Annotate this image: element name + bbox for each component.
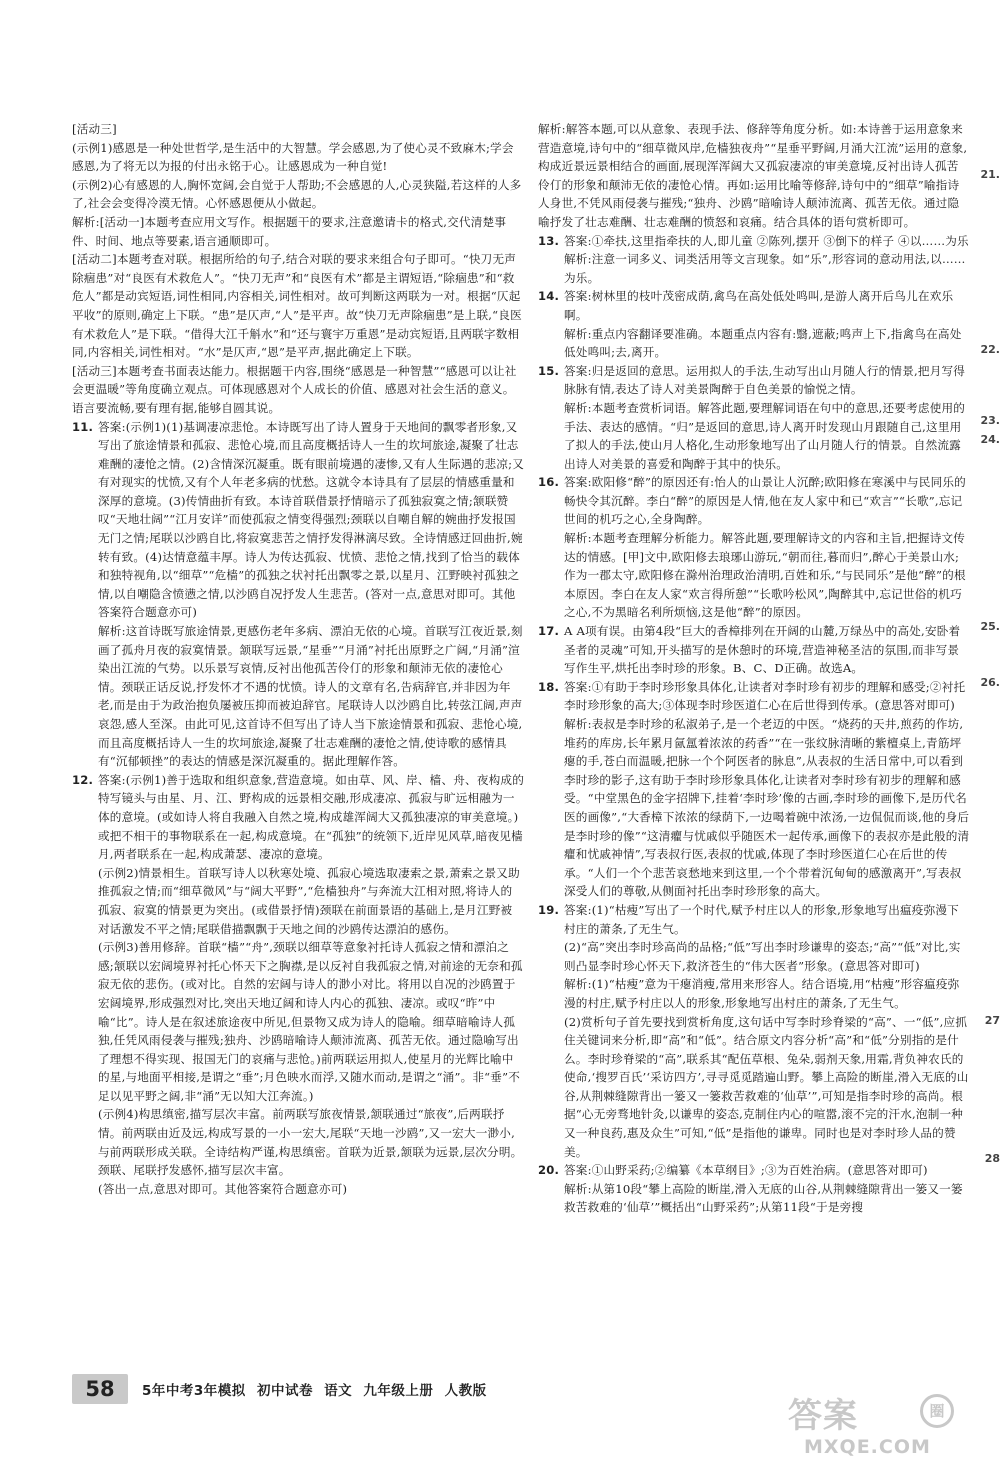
- question-15: [538, 362, 970, 474]
- edge-question-number: 24.: [980, 433, 1000, 446]
- question-number: 11.: [72, 419, 94, 434]
- q18-answer: 答案:①有助于李时珍形象具体化,让读者对李时珍有初步的理解和感受;②衬托李时珍形象的高大;③体现李时珍医道仁心在后世得到传承。(意思答对即可): [564, 679, 966, 713]
- q12-example-3: (示例3)善用修辞。首联“樯”“舟”,颈联以细草等意象衬托诗人孤寂之情和漂泊之感;颔联以宏阔境界衬托心怀天下之胸襟,是以反衬自我孤寂之情,对前途的无奈和孤寂无依的悲伤。(或对比。自然的宏阔与诗人的渺小对比。将用以自况的沙鸥置于宏阔境界,形成强烈对比,突出天地辽阔和诗人内心的孤独、凄凉。或叹“昨”中喻“比”。诗人是在叙述旅途夜中所见,但景物又成为诗人的隐喻。细草暗喻诗人孤独,任凭风雨侵袭与摧残;独舟、沙鸥暗喻诗人颠沛流离、孤苦无依。通过隐喻写出了理想不得实现、报国无门的哀痛与悲怆。)前两联运用拟人,使星月的光辉比喻中的星,与地面平相接,是谓之“垂”;月色映水而浮,又随水而动,是谓之“涌”。非“垂”不足以见平野之阔,非“涌”无以知大江奔流。): [98, 940, 523, 1103]
- question-20: [538, 1161, 970, 1217]
- question-number: 18.: [538, 679, 560, 694]
- q11-answer: 答案:(示例1)(1)基调凄凉悲怆。本诗既写出了诗人置身于天地间的飘零者形象,又写出了旅途情景和孤寂、悲怆心境,而且高度概括诗人一生的坎坷旅途,凝聚了壮志难酬的凄怆之情。(2)含情深沉凝重。既有眼前境遇的凄惨,又有人生际遇的悲凉;又有对现实的忧愤,又有个人年老多病的忧愁。这就令本诗具有了层层的情感重量和深厚的意境。(3)传情曲折有致。本诗首联借景抒情暗示了孤独寂寞之情;颔联赞叹“天地壮阔”“江月安详”而使孤寂之情变得强烈;颈联以自嘲自解的婉曲抒发报国无门之情;尾联以沙鸥自比,将寂寞悲苦之情抒发得淋漓尽致。全诗情感迂回曲折,婉转有致。(4)达情意蕴丰厚。诗人为传达孤寂、忧愤、悲怆之情,找到了恰当的载体和独特视角,以“细草”“危樯”的孤独之状衬托出飘零之景,以星月、江野映衬孤独之情,以自嘲隐含愤懑之情,以沙鸥自况抒发人生悲苦。(答对一点,意思对即可。其他答案符合题意亦可): [98, 419, 525, 620]
- edge-question-number: 23.: [980, 414, 1000, 427]
- q12-note: (答出一点,意思对即可。其他答案符合题意亦可): [98, 1181, 348, 1196]
- activity3-heading: [活动三]: [72, 122, 117, 136]
- analysis-activity2: [活动二]本题考查对联。根据所给的句子,结合对联的要求来组合句子即可。“快刀无声除痼患”对“良医有术救危人”。“快刀无声”和“良医有术”都是主谓短语,“除痼患”和“救危人”都是动宾短语,词性相同,内容相关,词性相对。故可判断这两联为一对。根据“仄起平收”的原则,确定上下联。“患”是仄声,“人”是平声。故“快刀无声除痼患”是上联,“良医有术救危人”是下联。“借得大江千斛水”和“还与寰宇万重恩”是动宾短语,且两联字数相同,内容相关,词性相对。“水”是仄声,“恩”是平声,据此确定上下联。: [72, 252, 522, 360]
- question-19: [538, 901, 970, 1161]
- question-12: [72, 771, 524, 1199]
- q12-example-4: (示例4)构思缜密,描写层次丰富。前两联写旅夜情景,颔联通过“旅夜”,后两联抒情。前两联由近及远,构成写景的一小一宏大,尾联“天地一沙鸥”,又一宏大一渺小,与前两联形成关联。全诗结构严谨,构思缜密。首联为近景,颔联为远景,层次分明。颈联、尾联抒发感怀,描写层次丰富。: [98, 1107, 523, 1178]
- q20-answer: 答案:①山野采药;②编纂《本草纲目》;③为百姓治病。(意思答对即可): [564, 1163, 928, 1178]
- edge-question-number: 21.: [980, 168, 1000, 181]
- watermark-text: 答案: [788, 1396, 858, 1436]
- right-column: [538, 120, 970, 1217]
- question-number: 16.: [538, 475, 560, 490]
- q19-answer-2: (2)“高”突出李时珍高尚的品格;“低”写出李时珍谦卑的姿态;“高”“低”对比,实则凸显李时珍心怀天下,救济苍生的“伟大医者”形象。(意思答对即可): [564, 940, 961, 973]
- q18-analysis: 解析:表叔是李时珍的私淑弟子,是一个老迈的中医。“烧药的天井,煎药的作坊,堆药的库房,长年累月氤氲着浓浓的药香”“在一张纹脉清晰的紫檀桌上,青筋坪瘪的手,苍白而温暖,把脉一个个阿医者的脉息”,从表叔的生活日常中,可以看到李时珍的影子,这有助于李时珍形象具体化,让读者对李时珍有初步的理解和感受。“中堂黑色的金字招牌下,挂着‘李时珍’像的古画,李时珍的画像下,是历代名医的画像”,“大香樟下浓浓的绿荫下,一边喝着碗中浓汤,一边侃侃而谈,他的身后是李时珍的像”“这清癯与忧戚似乎随医术一起传承,画像下的表叔亦是此般的清癯和忧戚神情”,写表叔行医,表叔的忧戚,体现了李时珍医道仁心在后世的传承。“人们一个个悲苦哀愁地来到这里,一个个带着沉甸甸的感激离开”,写表叔深受人们的尊敬,从侧面衬托出李时珍形象的高大。: [564, 717, 970, 899]
- question-number: 15.: [538, 363, 560, 378]
- edge-question-number: 25.: [980, 620, 1000, 633]
- q14-analysis: 解析:重点内容翻译要准确。本题重点内容有:翳,遮蔽;鸣声上下,指禽鸟在高处低处鸣叫;去,离开。: [564, 326, 962, 360]
- watermark-url: MXQE.COM: [804, 1436, 931, 1458]
- q19-answer-1: 答案:(1)“枯瘦”写出了一个时代,赋予村庄以人的形象,形象地写出瘟疫弥漫下村庄的萧条,了无生气。: [564, 902, 959, 936]
- edge-question-number: 22.: [980, 343, 1000, 356]
- question-number: 19.: [538, 902, 560, 917]
- question-number: 13.: [538, 233, 560, 248]
- analysis-activity3: [活动三]本题考查书面表达能力。根据题干内容,围绕“感恩是一种智慧”“感恩可以让社会更温暖”等角度确立观点。可体现感恩对个人成长的价值、感恩对社会生活的意义。语言要流畅,要有理有据,能够自圆其说。: [72, 363, 517, 415]
- q15-analysis: 解析:本题考查赏析词语。解答此题,要理解词语在句中的意思,还要考虑使用的手法、表达的感情。“归”是返回的意思,诗人离开时发现山月跟随自己,这里用了拟人的手法,使山月人格化,生动形象地写出了山月随人行的情景。自然流露出诗人对美景的喜爱和陶醉于其中的快乐。: [564, 400, 966, 471]
- watermark-seal-icon: 圈: [920, 1394, 954, 1428]
- q17-answer: A A项有误。由第4段“巨大的香樟排列在开阔的山麓,万绿丛中的高处,安卧着圣者的灵魂”可知,开头描写的是休憩时的环境,营造神秘圣洁的氛围,而非写景写作生平,烘托出李时珍的形象。B、C、D正确。故选A。: [564, 624, 961, 676]
- question-13: [538, 232, 970, 288]
- edge-question-number: 28: [984, 1152, 1000, 1165]
- left-column: [72, 120, 524, 1198]
- example-1: (示例1)感恩是一种处世哲学,是生活中的大智慧。学会感恩,为了使心灵不致麻木;学会感恩,为了将无以为报的付出永铭于心。让感恩成为一种自觉!: [72, 140, 514, 174]
- question-11: [72, 418, 524, 771]
- q12-analysis: 解析:解答本题,可以从意象、表现手法、修辞等角度分析。如:本诗善于运用意象来营造意境,诗句中的“细草微风岸,危樯独夜舟”“星垂平野阔,月涌大江流”运用的意象,构成近景远景相结合的画面,展现浑浑阔大又孤寂凄凉的审美意境,反衬出诗人孤苦伶仃的形象和颠沛无依的凄怆心情。再如:运用比喻等修辞,诗句中的“细草”喻指诗人身世,不凭风雨侵袭与摧残;“独舟、沙鸥”暗喻诗人颠沛流离、孤苦无依。通过隐喻抒发了壮志难酬、壮志难酬的愤怒和哀痛。结合具体的语句赏析即可。: [538, 122, 968, 229]
- q19-analysis-2: (2)赏析句子首先要找到赏析角度,这句话中写李时珍脊梁的“高”、一“低”,应抓住关键词来分析,即“高”和“低”。结合原文内容分析“高”和“低”分别指的是什么。李时珍脊梁的“高”,联系其“配伍草根、兔朵,弱剂天象,用霜,背负神农氏的使命,‘搜罗百氏’‘采访四方’,寻寻觅觅踏遍山野。攀上高险的断崖,滑入无底的山谷,从荆棘缝隙背出一篓又一篓救苦救难的‘仙草’”,可知是指李时珍的高尚。根据“心无旁骛地针灸,以谦卑的姿态,克制住内心的喧嚣,滚不完的汗水,泡制一种又一种良药,惠及众生”可知,“低”是指他的谦卑。同时也是对李时珍人品的赞美。: [564, 1014, 969, 1159]
- analysis-activity1: 解析:[活动一]本题考查应用文写作。根据题干的要求,注意邀请卡的格式,交代清楚事件、时间、地点等要素,语言通顺即可。: [72, 214, 507, 248]
- q19-analysis-1: 解析:(1)“枯瘦”意为干瘪消瘦,常用来形容人。结合语境,用“枯瘦”形容瘟疫弥漫的村庄,赋予村庄以人的形象,形象地写出村庄的萧条,了无生气。: [564, 977, 960, 1010]
- q20-analysis: 解析:从第10段“攀上高险的断崖,滑入无底的山谷,从荆棘缝隙背出一篓又一篓救苦救难的‘仙草’”概括出“山野采药”;从第11段“于是旁搜: [564, 1181, 963, 1215]
- question-16: [538, 473, 970, 622]
- example-2: (示例2)心有感恩的人,胸怀宽阔,会自觉于人帮助;不会感恩的人,心灵狭隘,若这样的人多了,社会会变得冷漠无情。心怀感恩便从小做起。: [72, 177, 522, 211]
- q13-analysis: 解析:注意一词多义、词类活用等文言现象。如“乐”,形容词的意动用法,以……为乐。: [564, 252, 966, 285]
- page-number: 58: [72, 1374, 128, 1404]
- question-17: [538, 622, 970, 678]
- q16-analysis: 解析:本题考查理解分析能力。解答此题,要理解诗文的内容和主旨,把握诗文传达的情感。[甲]文中,欧阳修去琅琊山游玩,“朝而往,暮而归”,醉心于美景山水;作为一郡太守,欧阳修在滁州治理政治清明,百姓和乐,“与民同乐”是他“醉”的根本原因。李白在友人家“欢言得所憩”“长歌吟松风”,陶醉其中,忘记世俗的机巧之心,不为黑暗名利所烦恼,这是他“醉”的原因。: [564, 531, 966, 620]
- question-number: 14.: [538, 289, 560, 304]
- question-number: 17.: [538, 624, 560, 639]
- page-footer: [72, 1372, 592, 1406]
- q13-answer: 答案:①牵扶,这里指牵扶的人,即儿童 ②陈列,摆开 ③倒下的样子 ④以……为乐: [564, 233, 969, 248]
- q14-answer: 答案:树林里的枝叶茂密成荫,禽鸟在高处低处鸣叫,是游人离开后鸟儿在欢乐啊。: [564, 289, 954, 322]
- q16-answer: 答案:欧阳修“醉”的原因还有:怡人的山景让人沉醉;欧阳修在寒溪中与民同乐的畅快令其沉醉。李白“醉”的原因是人情,他在友人家中和已“欢言”“长歌”,忘记世间的机巧之心,全身陶醉。: [564, 475, 966, 527]
- question-18: [538, 678, 970, 901]
- q15-answer: 答案:归是返回的意思。运用拟人的手法,生动写出山月随人行的情景,把月写得脉脉有情,表达了诗人对美景陶醉于自色美景的愉悦之情。: [564, 363, 966, 397]
- q12-answer: 答案:(示例1)善于选取和组织意象,营造意境。如由草、风、岸、樯、舟、夜构成的特写镜头与由星、月、江、野构成的远景相交融,形成凄凉、孤寂与旷远相融为一体的意境。(或如诗人将自我融入自然之境,构成雄浑阔大又孤独凄凉的审美意境。)或把不相干的事物联系在一起,构成意境。在“孤独”的统领下,近岸见风草,暗夜见樯月,两者联系在一起,构成萧瑟、凄凉的意境。: [98, 772, 525, 862]
- question-number: 12.: [72, 772, 94, 787]
- edge-question-number: 26.: [980, 676, 1000, 689]
- q11-analysis: 解析:这首诗既写旅途情景,更感伤老年多病、漂泊无依的心境。首联写江夜近景,刻画了孤舟月夜的寂寞情景。颔联写远景,“星垂”“月涌”衬托出原野之广阔,“月涌”渲染出江流的气势。以乐景写哀情,反衬出他孤苦伶仃的形象和颠沛无依的凄怆心情。颈联正话反说,抒发怀才不遇的忧愤。诗人的文章有名,告病辞官,并非因为年老,而是由于为政治抱负屡被压抑而被迫辞官。尾联诗人以沙鸥自比,转弦江阔,声声哀怨,感人至深。由此可见,这首诗不但写出了诗人当下旅途情景和孤寂、悲怆心境,而且高度概括诗人一生的坎坷旅途,凝聚了壮志难酬的凄怆之情,使诗歌的感情具有“沉郁顿挫”的表达的情感是深沉凝重的。据此理解作答。: [98, 624, 523, 769]
- edge-question-number: 27: [984, 1014, 1000, 1027]
- q12-example-2: (示例2)情景相生。首联写诗人以秋寒处境、孤寂心境选取凄索之景,萧索之景又助推孤寂之情;而“细草微风”与“阔大平野”,“危樯独舟”与奔流大江相对照,将诗人的孤寂、寂寞的情景更为突出。(或借景抒情)颈联在前面景语的基础上,是月江野被对话激发不平之情;尾联借描飘飘于天地之间的沙鸥传达漂泊的感伤。: [98, 865, 520, 936]
- question-14: [538, 287, 970, 361]
- series-title: 5年中考3年模拟 初中试卷 语文 九年级上册 人教版: [142, 1383, 487, 1399]
- watermark-logo: [780, 1388, 990, 1468]
- question-number: 20.: [538, 1163, 560, 1178]
